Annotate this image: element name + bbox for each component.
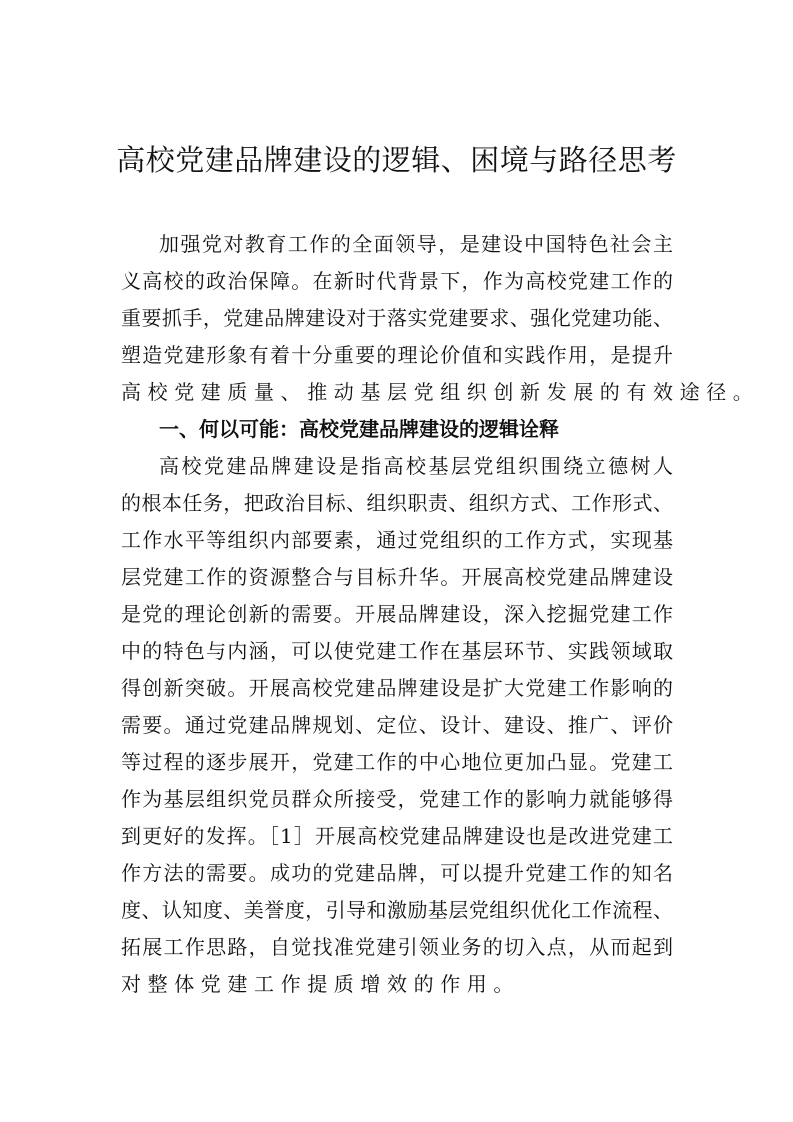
paragraph-line: 中的特色与内涵，可以使党建工作在基层环节、实践领域取	[121, 639, 673, 663]
paragraph-line: 需要。通过党建品牌规划、定位、设计、建设、推广、评价	[121, 713, 673, 737]
paragraph-line: 到更好的发挥。［1］开展高校党建品牌建设也是改进党建工	[121, 824, 673, 848]
paragraph-line: 加强党对教育工作的全面领导，是建设中国特色社会主	[159, 232, 673, 256]
section-heading: 一、何以可能：高校党建品牌建设的逻辑诠释	[159, 417, 559, 441]
document-body	[121, 226, 760, 1003]
paragraph-line: 高校党建质量、推动基层党组织创新发展的有效途径。	[121, 380, 760, 404]
paragraph-section-1	[121, 448, 673, 1003]
paragraph-line: 是党的理论创新的需要。开展品牌建设，深入挖掘党建工作	[121, 602, 673, 626]
paragraph-line: 塑造党建形象有着十分重要的理论价值和实践作用，是提升	[121, 343, 673, 367]
paragraph-line: 高校党建品牌建设是指高校基层党组织围绕立德树人	[159, 454, 673, 478]
paragraph-line: 层党建工作的资源整合与目标升华。开展高校党建品牌建设	[121, 565, 673, 589]
paragraph-line: 义高校的政治保障。在新时代背景下，作为高校党建工作的	[121, 269, 673, 293]
paragraph-line: 作方法的需要。成功的党建品牌，可以提升党建工作的知名	[121, 861, 673, 885]
paragraph-line: 拓展工作思路，自觉找准党建引领业务的切入点，从而起到	[121, 935, 673, 959]
paragraph-line: 得创新突破。开展高校党建品牌建设是扩大党建工作影响的	[121, 676, 673, 700]
paragraph-line: 的根本任务，把政治目标、组织职责、组织方式、工作形式、	[121, 491, 673, 515]
paragraph-line: 等过程的逐步展开，党建工作的中心地位更加凸显。党建工	[121, 750, 673, 774]
paragraph-line: 度、认知度、美誉度，引导和激励基层党组织优化工作流程、	[121, 898, 673, 922]
document-title: 高校党建品牌建设的逻辑、困境与路径思考	[116, 143, 677, 177]
paragraph-line: 对整体党建工作提质增效的作用。	[121, 972, 520, 996]
paragraph-line: 工作水平等组织内部要素，通过党组织的工作方式，实现基	[121, 528, 673, 552]
paragraph-intro	[121, 226, 760, 411]
paragraph-line: 作为基层组织党员群众所接受，党建工作的影响力就能够得	[121, 787, 673, 811]
paragraph-line: 重要抓手，党建品牌建设对于落实党建要求、强化党建功能、	[121, 306, 673, 330]
